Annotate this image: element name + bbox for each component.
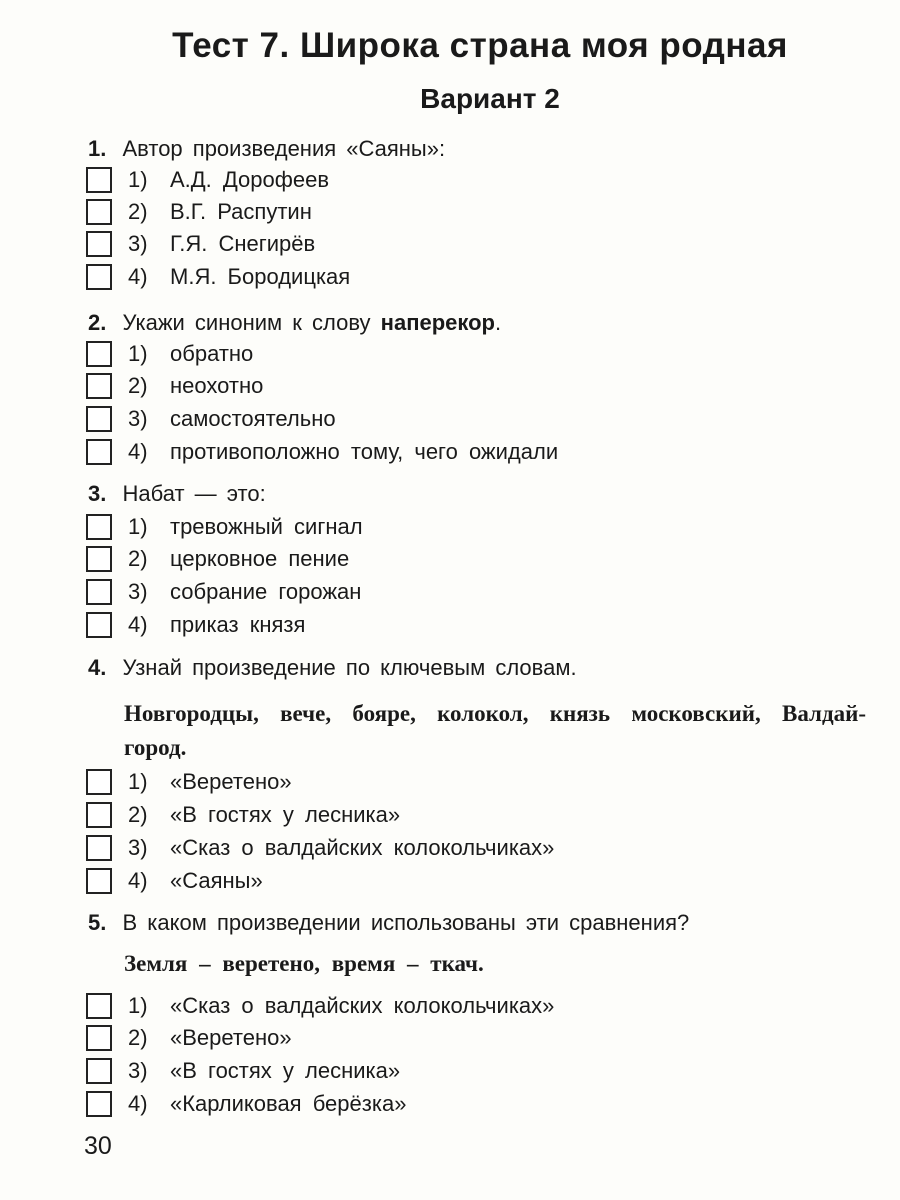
answer-checkbox[interactable] (86, 579, 112, 605)
answer-checkbox[interactable] (86, 1091, 112, 1117)
question-number: 2. (88, 310, 107, 335)
option-text: В.Г. Распутин (170, 199, 312, 224)
option-number: 4) (128, 868, 148, 893)
option-number: 4) (128, 439, 148, 464)
question-5-option-4[interactable] (86, 1090, 806, 1118)
answer-checkbox[interactable] (86, 835, 112, 861)
question-2-option-1[interactable] (86, 340, 806, 368)
question-4-text (88, 655, 577, 681)
question-4-option-3[interactable] (86, 834, 806, 862)
answer-checkbox[interactable] (86, 406, 112, 432)
option-text: церковное пение (170, 546, 350, 571)
option-text: неохотно (170, 373, 264, 398)
answer-checkbox[interactable] (86, 373, 112, 399)
option-number: 3) (128, 1058, 148, 1083)
question-3-option-2[interactable] (86, 545, 806, 573)
option-text: тревожный сигнал (170, 514, 363, 539)
question-1-option-1[interactable] (86, 166, 806, 194)
answer-checkbox[interactable] (86, 802, 112, 828)
option-text: противоположно тому, чего ожидали (170, 439, 559, 464)
question-4-option-4[interactable] (86, 867, 806, 895)
question-number: 1. (88, 136, 107, 161)
question-5-text (88, 910, 689, 936)
option-number: 1) (128, 341, 148, 366)
option-text: приказ князя (170, 612, 306, 637)
answer-checkbox[interactable] (86, 231, 112, 257)
answer-checkbox[interactable] (86, 199, 112, 225)
option-text: собрание горожан (170, 579, 362, 604)
option-number: 2) (128, 1025, 148, 1050)
question-3-option-1[interactable] (86, 513, 806, 541)
answer-checkbox[interactable] (86, 612, 112, 638)
question-5-option-3[interactable] (86, 1057, 806, 1085)
option-text: «Сказ о валдайских колокольчиках» (170, 993, 555, 1018)
option-number: 2) (128, 199, 148, 224)
question-2-option-2[interactable] (86, 372, 806, 400)
option-number: 1) (128, 514, 148, 539)
answer-checkbox[interactable] (86, 264, 112, 290)
variant-heading: Вариант 2 (420, 83, 560, 114)
option-number: 3) (128, 231, 148, 256)
question-prompt: Автор произведения «Саяны»: (122, 136, 446, 161)
answer-checkbox[interactable] (86, 769, 112, 795)
option-text: «Сказ о валдайских колокольчиках» (170, 835, 555, 860)
answer-checkbox[interactable] (86, 167, 112, 193)
question-prompt: В каком произведении использованы эти сравнения? (122, 910, 690, 935)
question-3-option-4[interactable] (86, 611, 806, 639)
question-2-option-4[interactable] (86, 438, 806, 466)
option-text: «В гостях у лесника» (170, 1058, 401, 1083)
question-1-option-2[interactable] (86, 198, 806, 226)
option-number: 4) (128, 264, 148, 289)
question-1-option-3[interactable] (86, 230, 806, 258)
option-text: «Веретено» (170, 1025, 292, 1050)
answer-checkbox[interactable] (86, 439, 112, 465)
question-punctuation: . (495, 310, 502, 335)
question-3-option-3[interactable] (86, 578, 806, 606)
question-2-text (88, 310, 501, 336)
option-text: «Карликовая берёзка» (170, 1091, 407, 1116)
question-5-option-2[interactable] (86, 1024, 806, 1052)
option-number: 3) (128, 835, 148, 860)
question-prompt: Укажи синоним к слову (122, 310, 371, 335)
option-number: 2) (128, 802, 148, 827)
question-2-option-3[interactable] (86, 405, 806, 433)
option-number: 3) (128, 406, 148, 431)
option-number: 2) (128, 373, 148, 398)
option-text: «В гостях у лесника» (170, 802, 401, 827)
answer-checkbox[interactable] (86, 341, 112, 367)
option-number: 1) (128, 769, 148, 794)
page-number: 30 (84, 1132, 112, 1160)
question-4-passage: Новгородцы, вече, бояре, колокол, князь московский, Валдай-город. (124, 701, 866, 760)
answer-checkbox[interactable] (86, 546, 112, 572)
answer-checkbox[interactable] (86, 868, 112, 894)
option-text: М.Я. Бородицкая (170, 264, 351, 289)
option-text: «Саяны» (170, 868, 263, 893)
question-1-option-4[interactable] (86, 263, 806, 291)
question-prompt: Узнай произведение по ключевым словам. (122, 655, 577, 680)
question-5-passage: Земля – веретено, время – ткач. (124, 951, 484, 976)
answer-checkbox[interactable] (86, 1058, 112, 1084)
question-4-option-2[interactable] (86, 801, 806, 829)
question-4-option-1[interactable] (86, 768, 806, 796)
option-text: Г.Я. Снегирёв (170, 231, 316, 256)
question-number: 5. (88, 910, 107, 935)
answer-checkbox[interactable] (86, 514, 112, 540)
question-number: 4. (88, 655, 107, 680)
answer-checkbox[interactable] (86, 993, 112, 1019)
question-number: 3. (88, 481, 107, 506)
answer-checkbox[interactable] (86, 1025, 112, 1051)
option-number: 2) (128, 546, 148, 571)
option-text: А.Д. Дорофеев (170, 167, 330, 192)
question-3-text (88, 481, 266, 507)
question-prompt: Набат — это: (122, 481, 266, 506)
option-number: 1) (128, 167, 148, 192)
option-text: «Веретено» (170, 769, 292, 794)
option-text: обратно (170, 341, 254, 366)
option-number: 1) (128, 993, 148, 1018)
option-number: 4) (128, 1091, 148, 1116)
question-keyword: наперекор (380, 310, 495, 335)
question-1-text (88, 136, 445, 162)
option-text: самостоятельно (170, 406, 336, 431)
option-number: 4) (128, 612, 148, 637)
test-title: Тест 7. Широка страна моя родная (172, 26, 788, 65)
question-5-option-1[interactable] (86, 992, 806, 1020)
option-number: 3) (128, 579, 148, 604)
